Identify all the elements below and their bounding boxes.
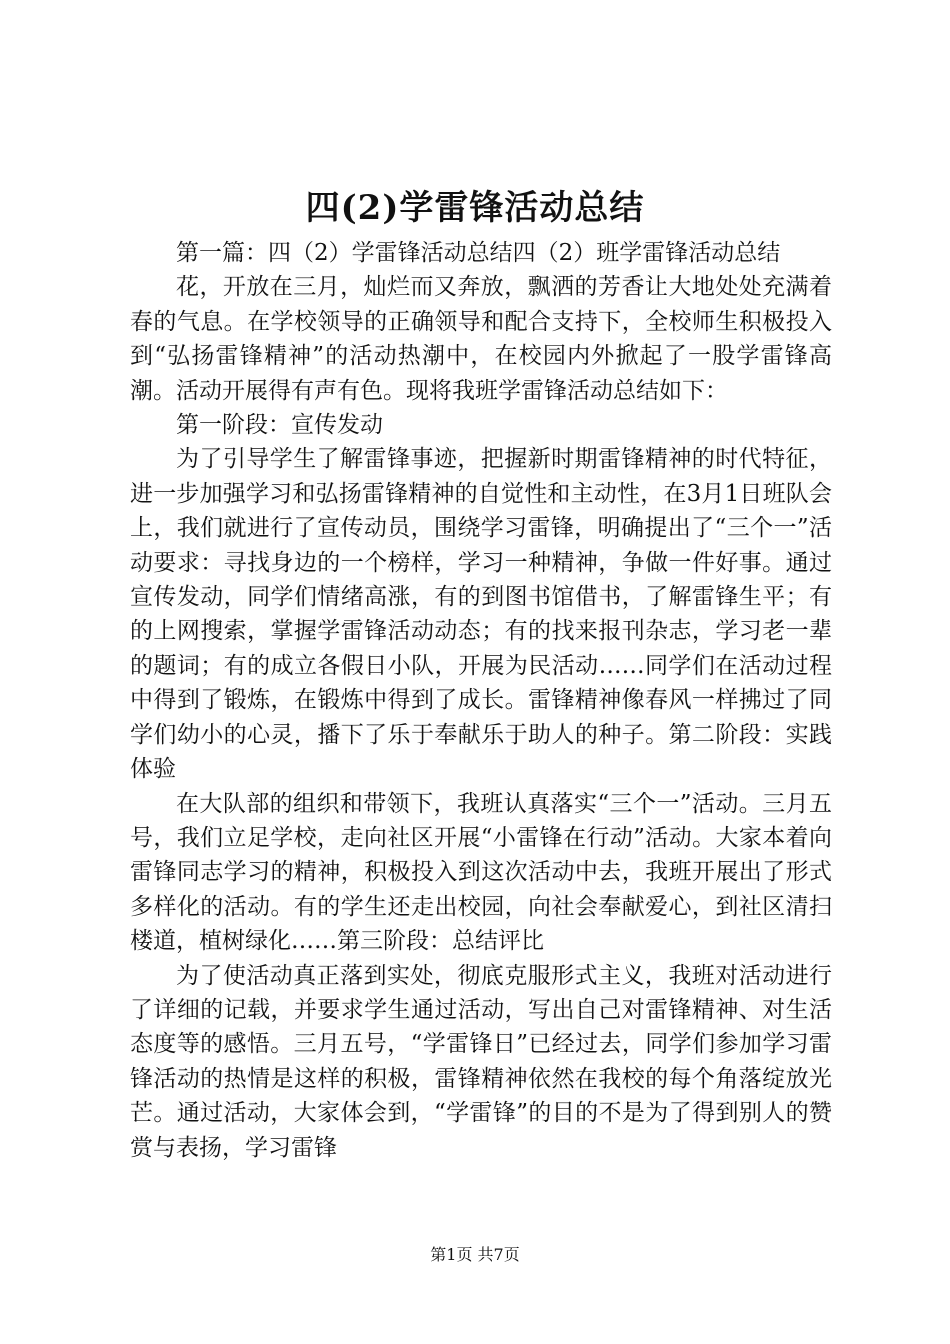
page-footer: 第1页 共7页 [430, 1245, 520, 1264]
paragraph-heading: 第一篇：四（2）学雷锋活动总结四（2）班学雷锋活动总结 [176, 240, 781, 266]
paragraph-stage-three: 为了使活动真正落到实处，彻底克服形式主义，我班对活动进行了详细的记载，并要求学生通过活动，写出自己对雷锋精神、对生活态度等的感悟。三月五号，“学雷锋日”已经过去，同学们参加学习雷锋活动的热情是这样的积极，雷锋精神依然在我校的每个角落绽放光芒。通过活动，大家体会到，“学雷锋”的目的不是为了得到别人的赞赏与表扬，学习雷锋 [130, 962, 832, 1161]
document-title: 四(2)学雷锋活动总结 [305, 188, 645, 228]
document-body [130, 236, 832, 1165]
paragraph-stage-one: 为了引导学生了解雷锋事迹，把握新时期雷锋精神的时代特征，进一步加强学习和弘扬雷锋精神的自觉性和主动性，在3月1日班队会上，我们就进行了宣传动员，围绕学习雷锋，明确提出了“三个一”活动要求：寻找身边的一个榜样，学习一种精神，争做一件好事。通过宣传发动，同学们情绪高涨，有的到图书馆借书，了解雷锋生平；有的上网搜索，掌握学雷锋活动动态；有的找来报刊杂志，学习老一辈的题词；有的成立各假日小队，开展为民活动……同学们在活动过程中得到了锻炼，在锻炼中得到了成长。雷锋精神像春风一样拂过了同学们幼小的心灵，播下了乐于奉献乐于助人的种子。第二阶段：实践体验 [130, 446, 832, 783]
paragraph-stage-two: 在大队部的组织和带领下，我班认真落实“三个一”活动。三月五号，我们立足学校，走向社区开展“小雷锋在行动”活动。大家本着向雷锋同志学习的精神，积极投入到这次活动中去，我班开展出了形式多样化的活动。有的学生还走出校园，向社会奉献爱心，到社区清扫楼道，植树绿化……第三阶段：总结评比 [130, 790, 832, 955]
paragraph-intro: 花，开放在三月，灿烂而又奔放，飘洒的芳香让大地处处充满着春的气息。在学校领导的正确领导和配合支持下，全校师生积极投入到“弘扬雷锋精神”的活动热潮中，在校园内外掀起了一股学雷锋高潮。活动开展得有声有色。现将我班学雷锋活动总结如下： [130, 274, 832, 404]
paragraph-stage-one-heading: 第一阶段：宣传发动 [176, 412, 383, 439]
